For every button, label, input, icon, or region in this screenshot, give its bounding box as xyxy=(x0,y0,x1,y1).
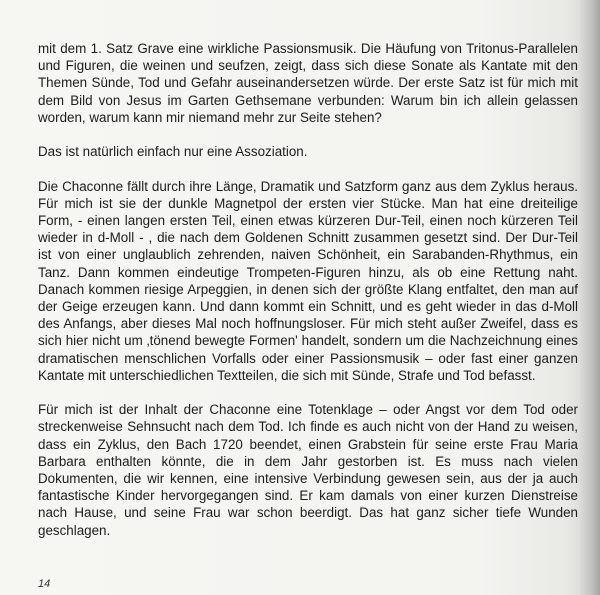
page-edge-shadow xyxy=(578,0,600,595)
paragraph-3: Die Chaconne fällt durch ihre Länge, Dramatik und Satzform ganz aus dem Zyklus heraus. Für mich ist sie der dunkle Magnetpol der ersten vier Stücke. Man hat eine dreiteilige Form, - einen langen ersten Teil, einen etwas kürzeren Dur-Teil, einen noch kürzeren Teil wieder in d-Moll - , die nach dem Goldenen Schnitt zusammen gesetzt sind. Der Dur-Teil ist von einer unglaublich zehrenden, naiven Schönheit, ein Sarabanden-Rhythmus, ein Tanz. Dann kommen eindeutige Trompeten-Figuren hinzu, als ob eine Rettung naht. Danach kommen riesige Arpeggien, in denen sich der größte Klang entfaltet, den man auf der Geige erzeugen kann. Und dann kommt ein Schnitt, und es geht wieder in das d-Moll des Anfangs, aber dieses Mal noch hoffnungsloser. Für mich steht außer Zweifel, dass es sich hier nicht um ‚tönend bewegte Formen' handelt, sondern um die Nachzeichnung eines dramatischen menschlichen Vorfalls oder einer Passionsmusik – oder fast einer ganzen Kantate mit unterschiedlichen Textteilen, die sich mit Sünde, Strafe und Tod befasst. xyxy=(38,178,578,383)
paragraph-2: Das ist natürlich einfach nur eine Assoziation. xyxy=(38,144,308,160)
paragraph-4: Für mich ist der Inhalt der Chaconne eine Totenklage – oder Angst vor dem Tod oder streckenweise Sehnsucht nach dem Tod. Ich finde es auch nicht von der Hand zu weisen, dass ein Zyklus, den Bach 1720 beendet, einen Grabstein für seine erste Frau Maria Barbara enthalten könnte, die in dem Jahr gestorben ist. Es muss nach vielen Dokumenten, die wir kennen, eine intensive Verbindung gewesen sein, aus der ja auch fantastische Kinder hervorgegangen sind. Er kam damals von einer kurzen Dienstreise nach Hause, und seine Frau war schon beerdigt. Das hat ganz sicher tiefe Wunden geschlagen. xyxy=(38,402,578,538)
paragraph-1: mit dem 1. Satz Grave eine wirkliche Passionsmusik. Die Häufung von Tritonus-Parallelen und Figuren, die weinen und seufzen, zeigt, dass sich diese Sonate als Kantate mit den Themen Sünde, Tod und Gefahr auseinandersetzen würde. Der erste Satz ist für mich mit dem Bild von Jesus im Garten Gethsemane verbunden: Warum bin ich allein gelassen worden, warum kann mir niemand mehr zur Seite stehen? xyxy=(38,41,578,125)
body-text xyxy=(38,40,578,556)
page-number: 14 xyxy=(38,578,51,590)
